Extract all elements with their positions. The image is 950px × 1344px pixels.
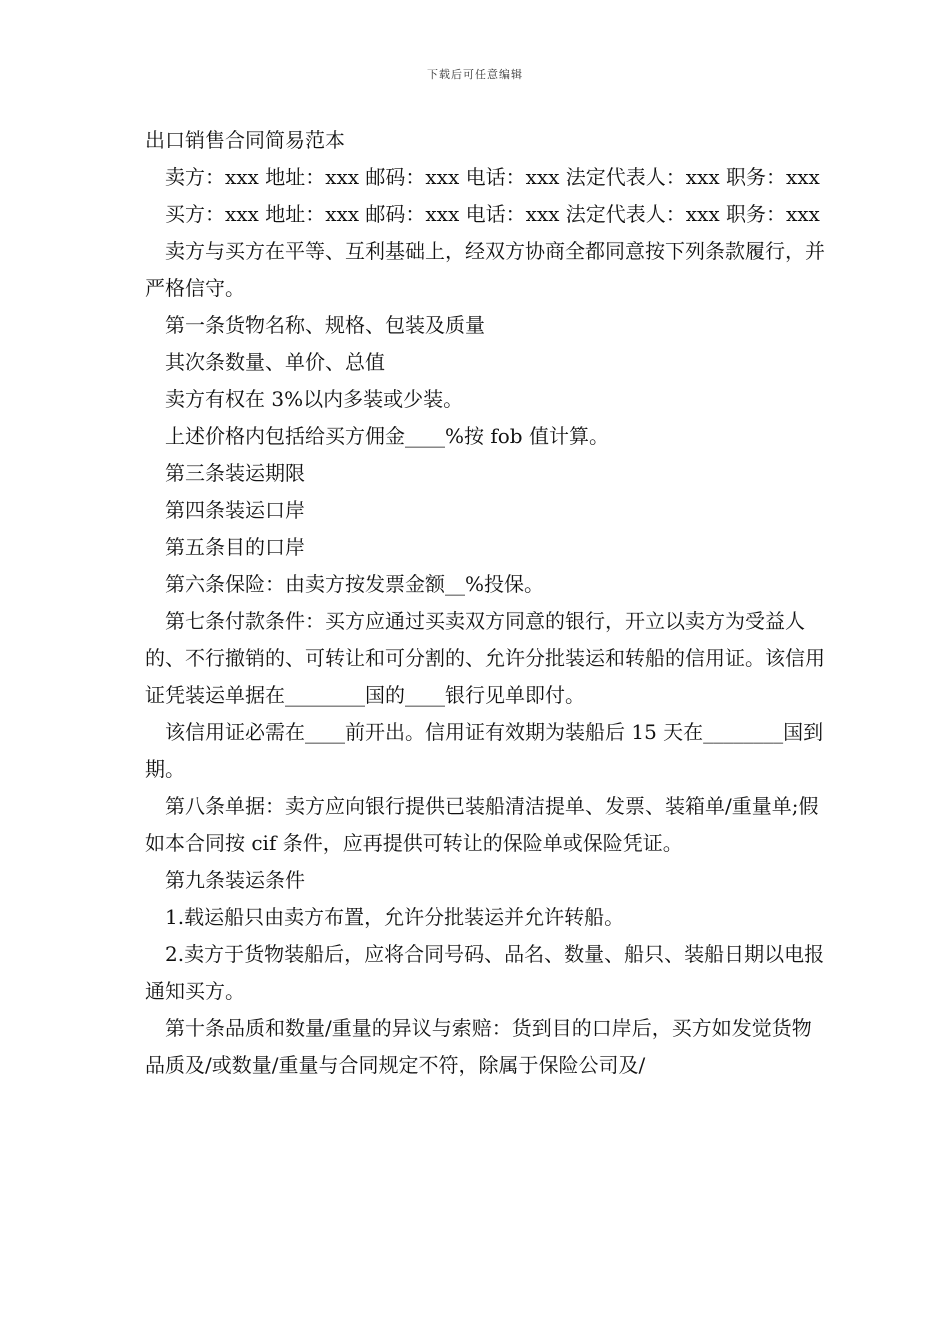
paragraph-tolerance: 卖方有权在 3%以内多装或少装。 [165, 387, 464, 411]
page-header-note: 下载后可任意编辑 [427, 68, 523, 81]
paragraph-preamble: 卖方与买方在平等、互利基础上，经双方协商全都同意按下列条款履行，并严格信守。 [145, 239, 825, 300]
paragraph-article-8: 第八条单据：卖方应向银行提供已装船清洁提单、发票、装箱单/重量单;假如本合同按 cif 条件，应再提供可转让的保险单或保险凭证。 [145, 794, 819, 855]
paragraph-article-2: 其次条数量、单价、总值 [165, 350, 385, 374]
paragraph-commission: 上述价格内包括给买方佣金____%按 fob 值计算。 [165, 424, 609, 448]
paragraph-article-4: 第四条装运口岸 [165, 498, 305, 522]
document-title: 出口销售合同简易范本 [145, 128, 345, 152]
paragraph-article-10: 第十条品质和数量/重量的异议与索赔：货到目的口岸后，买方如发觉货物品质及/或数量/重量与合同规定不符，除属于保险公司及/ [145, 1016, 812, 1077]
paragraph-article-6: 第六条保险：由卖方按发票金额__%投保。 [165, 572, 545, 596]
paragraph-buyer-info: 买方：xxx 地址：xxx 邮码：xxx 电话：xxx 法定代表人：xxx 职务：xxx [165, 202, 820, 226]
paragraph-article-7: 第七条付款条件：买方应通过买卖双方同意的银行，开立以卖方为受益人的、不行撤销的、可转让和可分割的、允许分批装运和转船的信用证。该信用证凭装运单据在________国的____银行见单即付。 [145, 609, 825, 707]
paragraph-credit-validity: 该信用证必需在____前开出。信用证有效期为装船后 15 天在________国到期。 [145, 720, 824, 781]
paragraph-article-5: 第五条目的口岸 [165, 535, 305, 559]
paragraph-article-9: 第九条装运条件 [165, 868, 305, 892]
paragraph-shipping-item-1: 1.载运船只由卖方布置，允许分批装运并允许转船。 [165, 905, 625, 929]
paragraph-article-1: 第一条货物名称、规格、包装及质量 [165, 313, 485, 337]
paragraph-shipping-item-2: 2.卖方于货物装船后，应将合同号码、品名、数量、船只、装船日期以电报通知买方。 [145, 942, 825, 1003]
paragraph-seller-info: 卖方：xxx 地址：xxx 邮码：xxx 电话：xxx 法定代表人：xxx 职务：xxx [165, 165, 820, 189]
document-body [145, 122, 825, 1084]
paragraph-article-3: 第三条装运期限 [165, 461, 305, 485]
